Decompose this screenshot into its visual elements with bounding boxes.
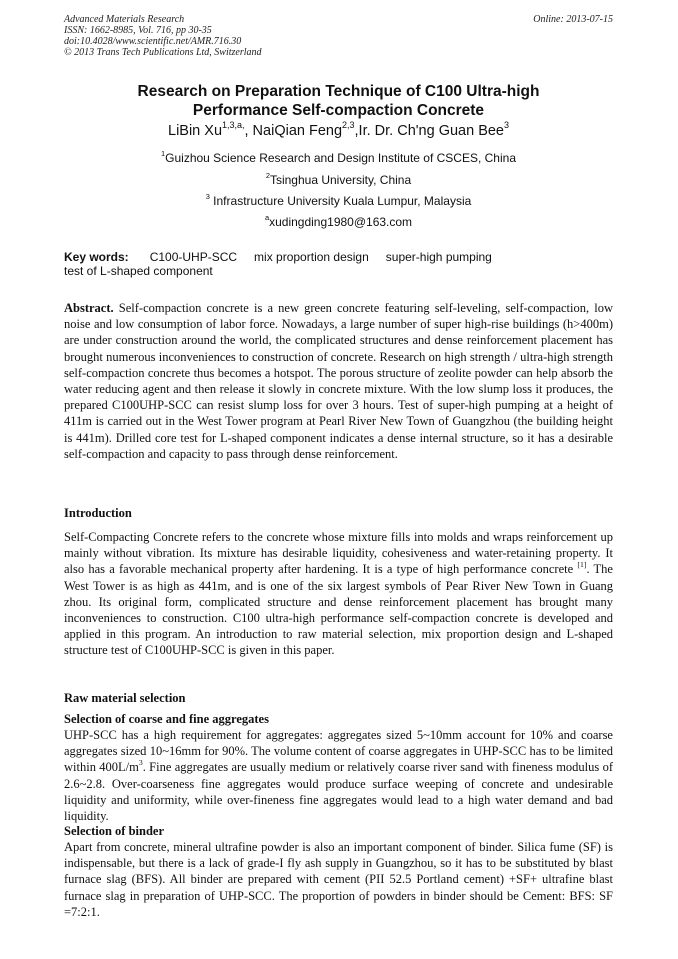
binder-paragraph: Apart from concrete, mineral ultrafine powder is also an important component of binder. Silica fume (SF) is indispensable, but there is a lack of grade-I fly ash supply in Guangzhou, so it has to be substituted by blast furnace slag (BFS). All binder are prepared with cement (PII 52.5 Portland cement) +SF+ ultrafine blast furnace slag in preparation of UHP-SCC. The proportion of powders in binder should be Cement: BFS: SF =7:2:1.: [64, 840, 613, 919]
aggregates-paragraph: [64, 727, 613, 824]
title-line-1: Research on Preparation Technique of C100 Ultra-high: [137, 83, 540, 100]
abstract-text: Self-compaction concrete is a new green concrete featuring self-leveling, self-compaction, low noise and low consumption of labor force. Nowadays, a large number of super high-rise buildings (h>400m) are under construction around the world, the complicated structures and dense reinforcement placement has brought numerous inconveniences to construction of concrete. Research on high strength / ultra-high strength self-compaction concrete thus becomes a hotspot. The porous structure of zeolite powder can help absorb the water reducing agent and then release it slowly in concrete mixture. With the low slump loss it produces, the prepared C100UHP-SCC can resist slump loss for over 3 hours. Test of super-high pumping at a height of 411m is carried out in the West Tower program at Pearl River New Town of Guangzhou (the building height is 441m). Drilled core test for L-shaped component indicates a dense internal structure, so it has a desirable self-compaction and capacity to pass through dense reinforcement.: [64, 301, 613, 461]
raw-material-heading: Raw material selection: [64, 691, 186, 705]
email-sup: a: [264, 213, 270, 223]
introduction-text-2: . The West Tower is as high as 441m, and is one of the six largest symbols of Pear River New Town in Guang zhou. Its original form, complicated structure and dense reinforcement placement has brought many inconveniences to construction. C100 ultra-high performance self-compaction concrete is developed and applied in this program. An introduction to raw material selection, mix proportion design and L-shaped structure test of C100UHP-SCC is given in this paper.: [64, 562, 613, 658]
aggregates-text-1: UHP-SCC has a high requirement for aggregates: aggregates sized 5~10mm account for 10% and coarse aggregates sized 10~16mm for 90%. The volume content of coarse aggregates in UHP-SCC has to be limited within 400L/m: [64, 728, 613, 775]
keyword-item: super-high pumping: [385, 250, 492, 264]
online-date: Online: 2013-07-15: [533, 14, 613, 25]
binder-subheading: Selection of binder: [64, 824, 164, 838]
affiliation-1-text: Guizhou Science Research and Design Institute of CSCES, China: [165, 151, 516, 165]
author-2: , NaiQian Feng: [244, 123, 343, 139]
keyword-item: mix proportion design: [254, 250, 369, 264]
author-email: [64, 215, 613, 229]
journal-name: Advanced Materials Research: [64, 14, 185, 25]
author-list: [64, 122, 613, 140]
affiliation-2-sup: 2: [265, 171, 270, 181]
aggregates-subheading: Selection of coarse and fine aggregates: [64, 712, 269, 726]
copyright-line: © 2013 Trans Tech Publications Ltd, Switzerland: [64, 47, 262, 58]
author-1: LiBin Xu: [168, 123, 223, 139]
affiliation-3: [64, 194, 613, 208]
paper-title: [64, 82, 613, 120]
affiliation-2: [64, 173, 613, 187]
author-2-sup: 2,3: [342, 120, 355, 131]
author-3: ,Ir. Dr. Ch'ng Guan Bee: [354, 123, 504, 139]
keywords: [64, 250, 613, 278]
introduction-text-1: Self-Compacting Concrete refers to the concrete whose mixture fills into molds and wraps reinforcement up mainly without vibration. Its mixture has desirable liquidity, cohesiveness and water-retaining property. It also has a favorable mechanical property after hardening. It is a type of high performance concrete: [64, 530, 613, 577]
affiliation-2-text: Tsinghua University, China: [269, 173, 412, 187]
email-text: xudingding1980@163.com: [269, 215, 413, 229]
introduction-heading: Introduction: [64, 506, 132, 520]
unit-superscript: 3: [138, 758, 143, 768]
issn-line: ISSN: 1662-8985, Vol. 716, pp 30-35: [64, 25, 212, 36]
doi-line: doi:10.4028/www.scientific.net/AMR.716.30: [64, 36, 242, 47]
affiliation-1: [64, 151, 613, 165]
introduction-paragraph: [64, 529, 613, 659]
abstract: [64, 300, 613, 462]
keywords-label: Key words:: [64, 250, 129, 264]
aggregates-text-2: . Fine aggregates are usually medium or relatively coarse river sand with fineness modulus of 2.6~2.8. Over-coarseness fine aggregates would produce surface weeping of concrete and undesirable liquidity and uniformity, while over-fineness fine aggregates would lead to a high water demand and bad liquidity.: [64, 760, 614, 824]
affiliation-1-sup: 1: [161, 149, 166, 159]
affiliation-3-sup: 3: [205, 192, 210, 202]
keyword-item: C100-UHP-SCC: [149, 250, 238, 264]
journal-header: [64, 14, 424, 58]
author-3-sup: 3: [504, 120, 509, 131]
keyword-item: test of L-shaped component: [64, 264, 213, 278]
author-1-sup: 1,3,a,: [222, 120, 245, 131]
citation-ref: [1]: [577, 560, 587, 570]
title-line-2: Performance Self-compaction Concrete: [192, 102, 485, 119]
abstract-label: Abstract.: [64, 301, 114, 315]
affiliation-3-text: Infrastructure University Kuala Lumpur, Malaysia: [209, 194, 472, 208]
